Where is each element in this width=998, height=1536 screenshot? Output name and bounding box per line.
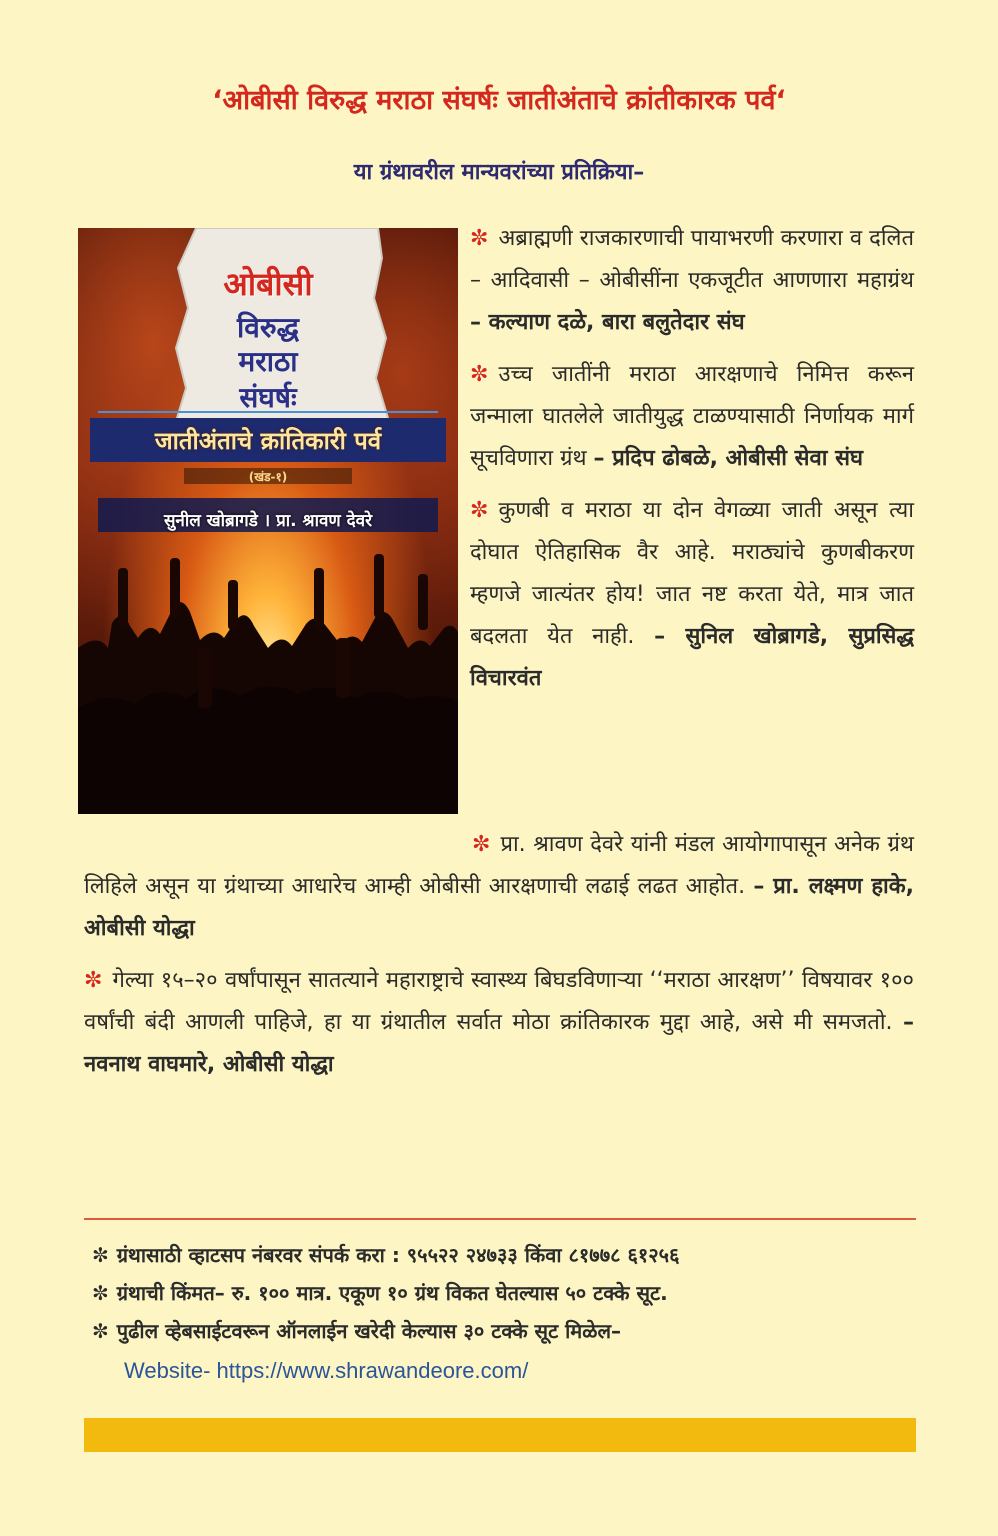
book-cover-image <box>78 228 458 814</box>
info-line-online <box>92 1312 922 1350</box>
cover-title-line1: ओबीसी <box>223 265 313 303</box>
star-bullet-icon: ✼ <box>92 1281 109 1305</box>
quote-text: अब्राह्मणी राजकारणाची पायाभरणी करणारा व दलित – आदिवासी – ओबीसींना एकजूटीत आणणारा महाग्रंथ <box>470 226 914 293</box>
info-contact-text: ग्रंथासाठी व्हाटसप नंबरवर संपर्क करा : ९५५२२ २४७३३ किंवा ८१७७८ ६१२५६ <box>116 1243 680 1267</box>
quote-item <box>470 354 914 480</box>
star-bullet-icon: ✼ <box>92 1319 109 1343</box>
info-price-text: ग्रंथाची किंमत– रु. १०० मात्र. एकूण १० ग्रंथ विकत घेतल्यास ५० टक्के सूट. <box>116 1281 668 1305</box>
quote-text: प्रा. श्रावण देवरे यांनी मंडल आयोगापासून अनेक ग्रंथ लिहिले असून या ग्रंथाच्या आधारेच आम्ही ओबीसी आरक्षणाची लढाई लढत आहोत. <box>84 832 914 899</box>
cover-title-line3: मराठा <box>238 345 298 378</box>
quote-item <box>84 960 914 1086</box>
star-bullet-icon: ✼ <box>84 968 103 993</box>
cover-volume: (खंड-१) <box>248 470 288 484</box>
quote-text: उच्च जातींनी मराठा आरक्षणाचे निमित्त करून जन्माला घातलेले जातीयुद्ध टाळण्यासाठी निर्णायक मार्ग सूचविणारा ग्रंथ <box>470 362 914 471</box>
page-title: ‘ओबीसी विरुद्ध मराठा संघर्षः जातीअंताचे क्रांतीकारक पर्व‘ <box>212 85 786 116</box>
quote-attribution: – सुनिल खोब्रागडे, सुप्रसिद्ध विचारवंत <box>470 624 914 691</box>
page-subtitle: या ग्रंथावरील मान्यवरांच्या प्रतिक्रिया– <box>353 160 645 185</box>
website-link[interactable]: Website- https://www.shrawandeore.com/ <box>124 1358 529 1383</box>
star-bullet-icon: ✼ <box>470 498 489 523</box>
purchase-info <box>92 1236 922 1350</box>
quote-attribution: – प्रदिप ढोबळे, ओबीसी सेवा संघ <box>593 446 863 471</box>
cover-authors: सुनील खोब्रागडे । प्रा. श्रावण देवरे <box>163 511 373 531</box>
quote-attribution: – नवनाथ वाघमारे, ओबीसी योद्धा <box>84 1010 914 1077</box>
quote-attribution: – कल्याण दळे, बारा बलुतेदार संघ <box>470 310 745 335</box>
cover-title-line2: विरुद्ध <box>237 311 299 344</box>
star-bullet-icon: ✼ <box>92 1243 109 1267</box>
cover-title-line4: संघर्षः <box>239 381 297 414</box>
star-bullet-icon: ✼ <box>472 832 491 857</box>
star-bullet-icon: ✼ <box>470 362 489 387</box>
divider-line <box>84 1218 916 1220</box>
footer-color-bar <box>84 1418 916 1452</box>
info-online-text: पुढील व्हेबसाईटवरून ऑनलाईन खरेदी केल्यास ३० टक्के सूट मिळेल– <box>116 1319 622 1343</box>
quotes-column-bottom <box>84 824 914 1096</box>
info-line-price <box>92 1274 922 1312</box>
star-bullet-icon: ✼ <box>470 226 489 251</box>
quote-item <box>84 824 914 950</box>
quote-item <box>470 490 914 700</box>
quotes-column-top <box>470 218 914 710</box>
quote-text: गेल्या १५–२० वर्षांपासून सातत्याने महाराष्ट्राचे स्वास्थ्य बिघडविणाऱ्या ‘‘मराठा आरक्षण’’ विषयावर १०० वर्षांची बंदी आणली पाहिजे, हा या ग्रंथातील सर्वात मोठा क्रांतिकारक मुद्दा आहे, असे मी समजतो. <box>84 968 914 1035</box>
cover-subtitle: जातीअंताचे क्रांतिकारी पर्व <box>154 427 382 455</box>
info-line-contact <box>92 1236 922 1274</box>
quote-attribution: – प्रा. लक्ष्मण हाके, ओबीसी योद्धा <box>84 874 914 941</box>
quote-text: कुणबी व मराठा या दोन वेगळ्या जाती असून त्या दोघात ऐतिहासिक वैर आहे. मराठ्यांचे कुणबीकरण म्हणजे जात्यंतर होय! जात नष्ट करता येते, मात्र जात बदलता येत नाही. <box>470 498 914 649</box>
quote-item <box>470 218 914 344</box>
